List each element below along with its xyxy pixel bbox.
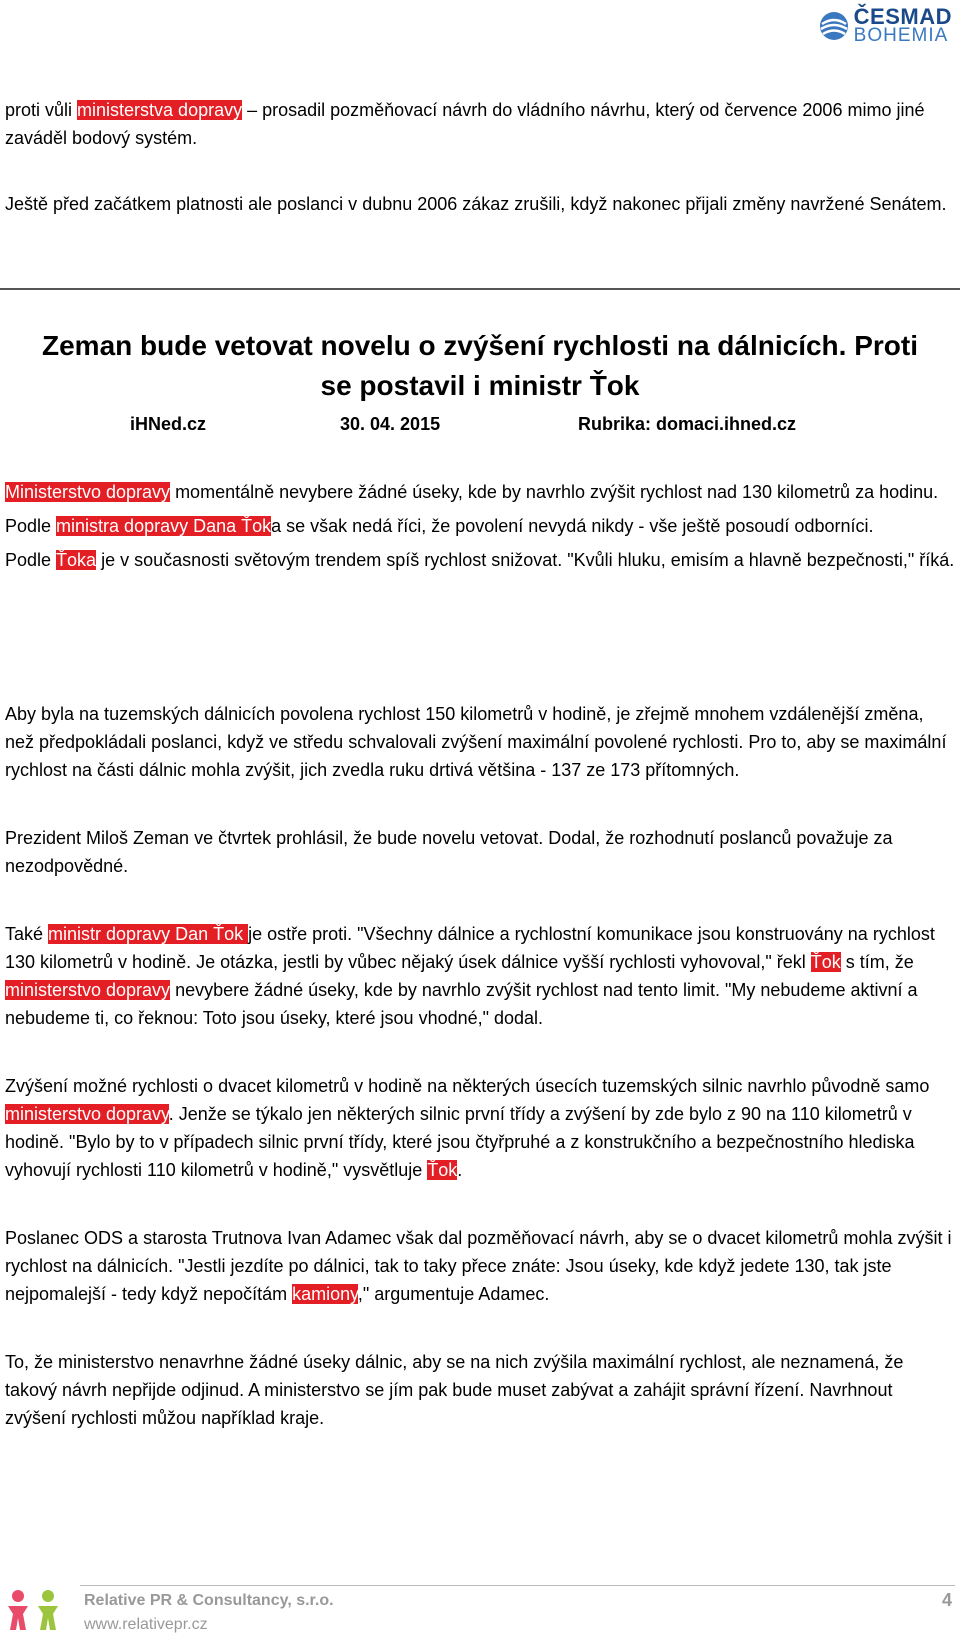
text: . Jenže se týkalo jen některých silnic první třídy a zvýšení by zde bylo z 90 na 110 kilometrů v hodině. "Bylo by to v případech silnic první třídy, které jsou čtyřpruhé a z konstrukčního a bezpečnostního hlediska vyhovují rychlosti 110 kilometrů v hodině," vysvětluje	[5, 1104, 915, 1180]
relative-pr-logo-icon	[6, 1588, 66, 1632]
footer-url[interactable]: www.relativepr.cz	[84, 1616, 208, 1633]
body-paragraph-4	[5, 1072, 955, 1184]
text: nevybere žádné úseky, kde by navrhlo zvýšit rychlost nad tento limit. "My nebudeme aktivní a nebudeme ti, co řeknou: Toto jsou úseky, které jsou vhodné," dodal.	[5, 980, 918, 1028]
text: je v současnosti světovým trendem spíš rychlost snižovat. "Kvůli hluku, emisím a hlavně bezpečnosti," říká.	[96, 550, 955, 570]
lead-paragraph-2	[5, 512, 955, 540]
highlight: ministr dopravy Dan Ťok	[48, 924, 249, 944]
text: a se však nedá říci, že povolení nevydá nikdy - vše ještě posoudí odborníci.	[271, 516, 874, 536]
cesmad-logo	[818, 6, 952, 45]
text: je ostře proti. "Všechny dálnice a rychlostní komunikace jsou konstruovány na rychlost 130 kilometrů v hodině. Je otázka, jestli by vůbec nějaký úsek dálnice vyšší rychlosti vyhovoval," řekl	[5, 924, 935, 972]
text: Podle	[5, 550, 57, 570]
body-paragraph-5	[5, 1224, 955, 1308]
body-paragraph-6: To, že ministerstvo nenavrhne žádné úseky dálnic, aby se na nich zvýšila maximální rychlost, ale neznamená, že takový návrh nepřijde odjinud. A ministerstvo se jím pak bude muset zabývat a zahájit správní řízení. Navrhnout zvýšení rychlosti můžou například kraje.	[5, 1352, 904, 1428]
article-source: iHNed.cz	[130, 414, 207, 434]
highlight: ministerstvo dopravy	[5, 980, 171, 1000]
body-paragraph-1: Aby byla na tuzemských dálnicích povolena rychlost 150 kilometrů v hodině, je zřejmě mnohem vzdálenější změna, než předpokládali poslanci, když ve středu schvalovali zvýšení maximální povolené rychlosti. Pro to, aby se maximální rychlost na části dálnic mohla zvýšit, jich zvedla ruku drtivá většina - 137 ze 173 přítomných.	[5, 704, 947, 780]
footer-company: Relative PR & Consultancy, s.r.o.	[84, 1592, 334, 1609]
text: – prosadil pozměňovací návrh do vládního návrhu, který od července 2006 mimo jiné zaváděl bodový systém.	[5, 100, 925, 148]
text: proti vůli	[5, 100, 78, 120]
section-divider	[0, 288, 960, 290]
text: s tím, že	[840, 952, 914, 972]
footer-divider	[80, 1585, 955, 1586]
text: Poslanec ODS a starosta Trutnova Ivan Adamec však dal pozměňovací návrh, aby se o dvacet kilometrů mohla zvýšit i rychlost na dálnicích. "Jestli jezdíte po dálnici, tak to taky přece znáte: Jsou úseky, kde když jedete 130, tak jste nejpomalejší - tedy když nepočítám	[5, 1228, 952, 1304]
highlight: Ťok	[810, 952, 841, 972]
article-rubric: Rubrika: domaci.ihned.cz	[578, 414, 797, 434]
body-paragraph-3	[5, 920, 955, 1032]
text: Zvýšení možné rychlosti o dvacet kilometrů v hodině na některých úsecích tuzemských silnic navrhlo původně samo	[5, 1076, 930, 1096]
highlight: kamiony	[292, 1284, 358, 1304]
highlight: ministra dopravy Dana Ťok	[56, 516, 272, 536]
intro-paragraph-2: Ještě před začátkem platnosti ale poslanci v dubnu 2006 zákaz zrušili, když nakonec přijali změny navržené Senátem.	[5, 194, 947, 214]
lead-paragraph-3	[5, 546, 955, 574]
highlight: Ťoka	[56, 550, 97, 570]
logo-text-bohemia: BOHEMIA	[853, 25, 949, 46]
highlight: ministerstva dopravy	[77, 100, 243, 120]
body-paragraph-2: Prezident Miloš Zeman ve čtvrtek prohlásil, že bude novelu vetovat. Dodal, že rozhodnutí poslanců považuje za nezodpovědné.	[5, 828, 893, 876]
text: momentálně nevybere žádné úseky, kde by navrhlo zvýšit rychlost nad 130 kilometrů za hodinu.	[170, 482, 939, 502]
highlight: ministerstvo dopravy	[5, 1104, 169, 1124]
text: .	[457, 1160, 463, 1180]
article-date: 30. 04. 2015	[340, 414, 441, 434]
intro-section	[5, 96, 955, 218]
logo-text-cesmad: ČESMAD	[853, 4, 952, 29]
intro-paragraph-1	[5, 96, 955, 152]
lead-paragraph-1	[5, 478, 955, 506]
text: ," argumentuje Adamec.	[357, 1284, 550, 1304]
article-title: Zeman bude vetovat novelu o zvýšení rychlosti na dálnicích. Proti se postavil i ministr Ťok	[42, 330, 918, 401]
lead-section	[5, 478, 955, 580]
body-section	[5, 700, 955, 1432]
highlight: Ministerstvo dopravy	[5, 482, 171, 502]
globe-icon	[818, 10, 850, 42]
text: Podle	[5, 516, 57, 536]
highlight: Ťok	[427, 1160, 458, 1180]
text: Také	[5, 924, 49, 944]
page-number: 4	[941, 1590, 952, 1610]
